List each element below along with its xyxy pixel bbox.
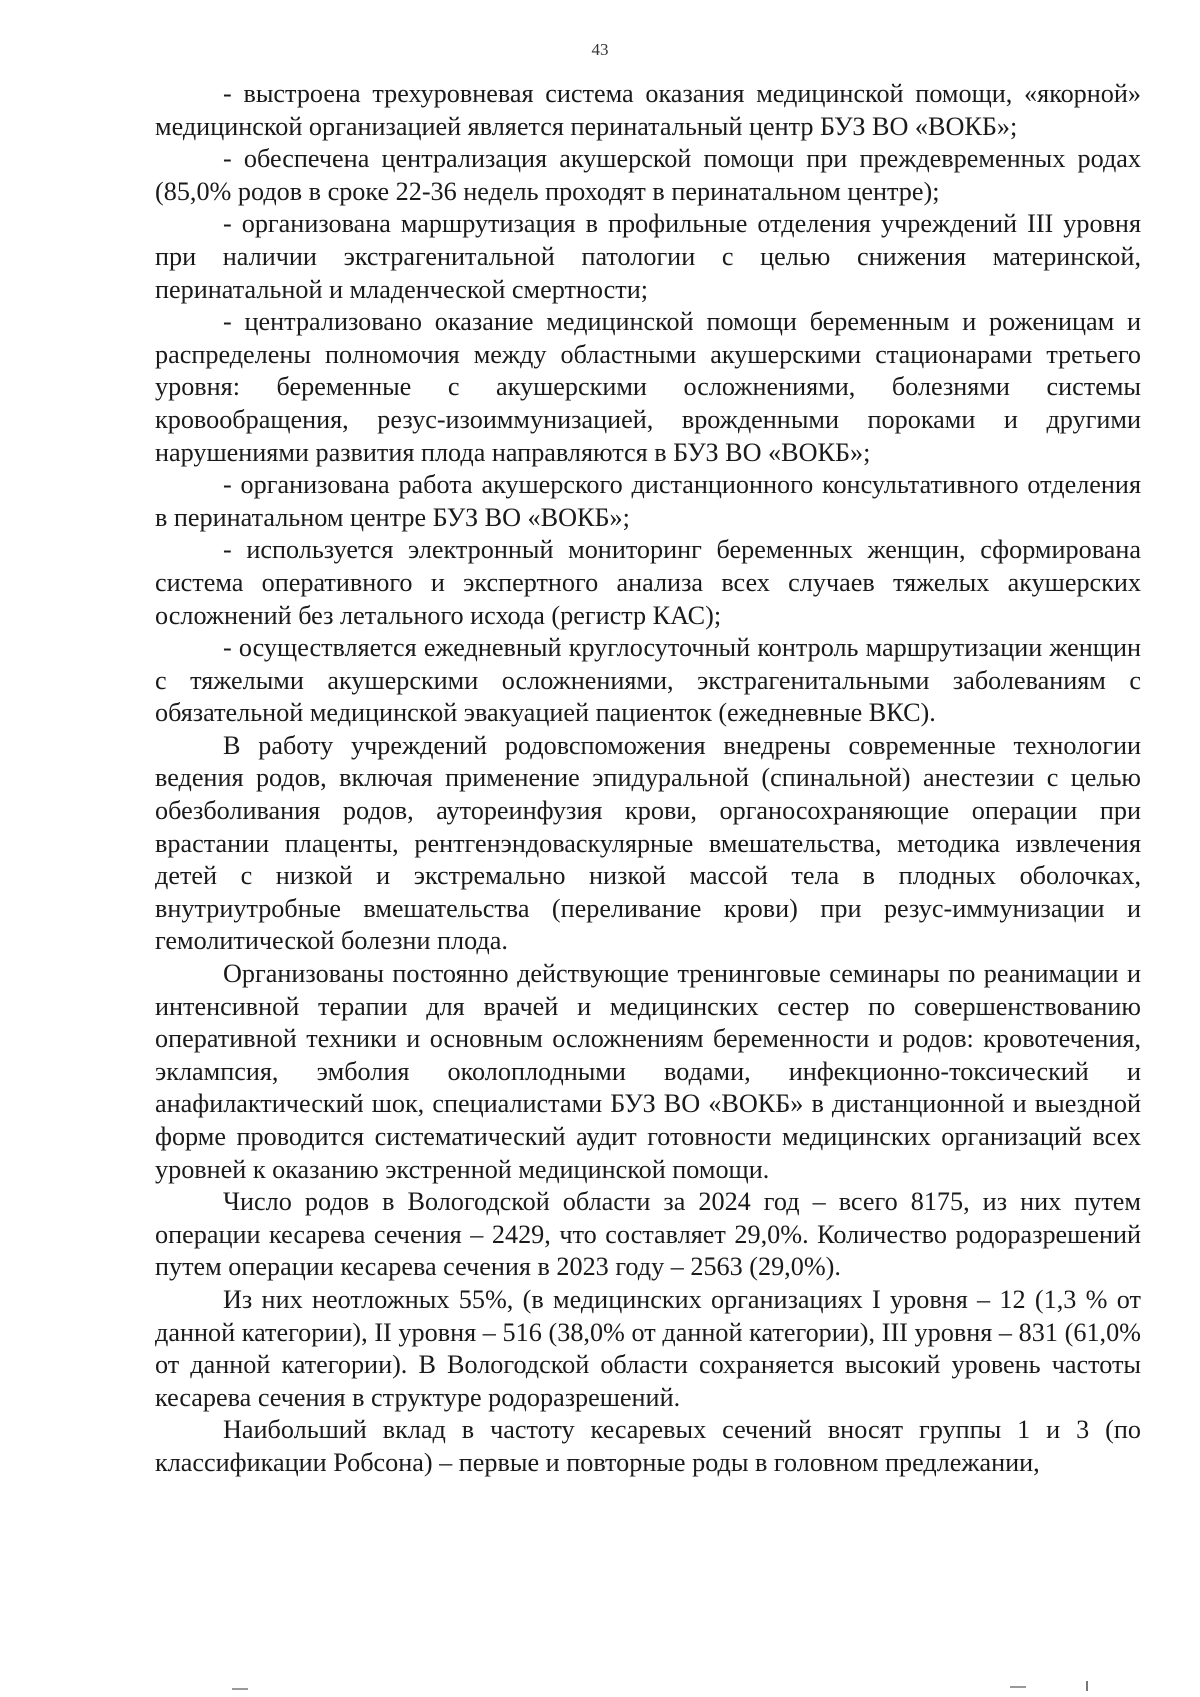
paragraph-robson-groups: Наибольший вклад в частоту кесаревых сечений вносят группы 1 и 3 (по классификации Робсона) – первые и повторные роды в головном предлежании, [155,1415,1141,1477]
list-item-daily-control: - осуществляется ежедневный круглосуточный контроль маршрутизации женщин с тяжелыми акушерскими осложнениями, экстрагенитальными заболеваниям с обязательной медицинской эвакуацией пациенток (ежедневные ВКС). [155,633,1141,728]
scan-artifact-tick [1086,1681,1088,1691]
list-item-three-level-system: - выстроена трехуровневая система оказания медицинской помощи, «якорной» медицинской организацией является перинатальный центр БУЗ ВО «ВОКБ»; [155,79,1141,141]
list-item-care-distribution: - централизовано оказание медицинской помощи беременным и роженицам и распределены полномочия между областными акушерскими стационарами третьего уровня: беременные с акушерскими осложнениями, болезнями системы кровообращения, резус-изоиммунизацией, врожденными пороками и другими нарушениями развития плода направляются в БУЗ ВО «ВОКБ»; [155,307,1141,467]
paragraph-technologies: В работу учреждений родовспоможения внедрены современные технологии ведения родов, включая применение эпидуральной (спинальной) анестезии с целью обезболивания родов, аутореинфузия крови, органосохраняющие операции при врастании плаценты, рентгенэндоваскулярные вмешательства, методика извлечения детей с низкой и экстремально низкой массой тела в плодных оболочках, внутриутробные вмешательства (переливание крови) при резус-иммунизации и гемолитической болезни плода. [155,730,1141,956]
list-item-remote-department: - организована работа акушерского дистанционного консультативного отделения в перинатальном центре БУЗ ВО «ВОКБ»; [155,470,1141,532]
paragraph-births-statistics: Число родов в Вологодской области за 2024 год – всего 8175, из них путем операции кесарева сечения – 2429, что составляет 29,0%. Количество родоразрешений путем операции кесарева сечения в 2023 году – 2563 (29,0%). [155,1187,1141,1282]
list-item-monitoring: - используется электронный мониторинг беременных женщин, сформирована система оперативного и экспертного анализа всех случаев тяжелых акушерских осложнений без летального исхода (регистр КАС); [155,535,1141,630]
scan-artifact-left [232,1688,248,1690]
list-item-routing: - организована маршрутизация в профильные отделения учреждений III уровня при наличии экстрагенитальной патологии с целью снижения материнской, перинатальной и младенческой смертности; [155,209,1141,304]
paragraph-urgent-operations: Из них неотложных 55%, (в медицинских организациях I уровня – 12 (1,3 % от данной категории), II уровня – 516 (38,0% от данной категории), III уровня – 831 (61,0% от данной категории). В Вологодской области сохраняется высокий уровень частоты кесарева сечения в структуре родоразрешений. [155,1284,1141,1412]
list-item-centralization: - обеспечена централизация акушерской помощи при преждевременных родах (85,0% родов в сроке 22-36 недель проходят в перинатальном центре); [155,144,1141,206]
paragraph-training-seminars: Организованы постоянно действующие тренинговые семинары по реанимации и интенсивной терапии для врачей и медицинских сестер по совершенствованию оперативной техники и основным осложнениям беременности и родов: кровотечения, эклампсия, эмболия околоплодными водами, инфекционно-токсический и анафилактический шок, специалистами БУЗ ВО «ВОКБ» в дистанционной и выездной форме проводится систематический аудит готовности медицинских организаций всех уровней к оказанию экстренной медицинской помощи. [155,959,1141,1184]
body-text [155,78,1141,1480]
scan-artifact-right [1010,1686,1026,1688]
page-number: 43 [591,40,609,59]
